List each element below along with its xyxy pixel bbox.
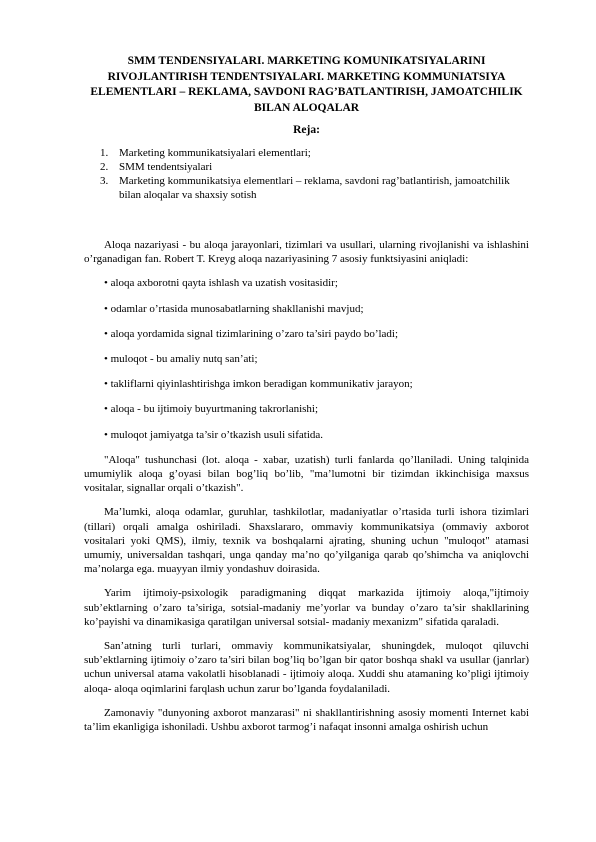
bullet-item: • aloqa yordamida signal tizimlarining o’zaro ta’siri paydo bo’ladi; [104,327,399,340]
paragraph: Aloqa nazariyasi - bu aloqa jarayonlari, tizimlari va usullari, ularning rivojlanishi va ishlashini o’rganadigan fan. Robert T. Kreyg aloqa nazariyasining 7 asosiy funktsiyasini aniqladi: [84,239,529,266]
document-title: SMM TENDENSIYALARI. MARKETING KOMUNIKATSIYALARINI RIVOJLANTIRISH TENDENTSIYALARI. MARKETING KOMMUNIATSIYA ELEMENTLARI – REKLAMA, SAVDONI RAG’BATLANTIRISH, JAMOATCHILIK BILAN ALOQALAR [90,55,523,114]
plan-item-text: Marketing kommunikatsiya elementlari – reklama, savdoni rag’batlantirish, jamoatchilik bilan aloqalar va shaxsiy sotish [119,175,510,201]
plan-item-number: 1. [100,147,109,159]
plan-item [100,146,532,160]
bullet-item: • muloqot - bu amaliy nutq san’ati; [104,353,258,366]
paragraph: San’atning turli turlari, ommaviy kommunikatsiyalar, shuningdek, muloqot qiluvchi sub’ektlarning ijtimoiy o’zaro ta’siri bilan bog’liq bo’lgan bir qator boshqa shakl va usullar (janrlar) uchun universal atama vakolatli hisoblanadi - ijtimoiy aloqa. Xuddi shu atamaning ko’pligi ijtimoiy aloqa- aloqa oqimlarini farqlash uchun zarur bo’lganda foydalaniladi. [84,640,529,695]
plan-item-number: 2. [100,161,109,173]
plan-item [100,174,532,202]
plan-list [100,146,532,202]
paragraph: Ma’lumki, aloqa odamlar, guruhlar, tashkilotlar, madaniyatlar o’rtasida turli ishora tizimlari (tillari) orqali amalga oshiriladi. Shaxslararo, ommaviy kommunikatsiya (ommaviy axborot vositalari yoki QMS), ilmiy, texnik va boshqalarni ajrating, shuning uchun "muloqot" atamasi umumiy, universaldan tashqari, unga qanday ma’no qo’yilganiga qarab qo’shimcha va aniqlovchi ma’nolarga ega. muayyan ilmiy yondashuv doirasida. [84,506,529,576]
paragraph: "Aloqa" tushunchasi (lot. aloqa - xabar, uzatish) turli fanlarda qo’llaniladi. Uning talqinida umumiylik aloqa g’oyasi bilan bog’liq bo’lib, "ma’lumotni bir tizimdan ikkinchisiga maxsus vositalar, signallar orqali o’tkazish". [84,453,529,495]
bullet-item: • odamlar o’rtasida munosabatlarning shakllanishi mavjud; [104,302,364,315]
document-body [84,238,529,744]
plan-item-text: Marketing kommunikatsiyalari elementlari; [119,147,311,159]
plan-item-text: SMM tendentsiyalari [119,161,213,173]
plan-heading: Reja: [293,124,320,136]
plan-item-number: 3. [100,175,109,187]
bullet-item: • takliflarni qiyinlashtirishga imkon beradigan kommunikativ jarayon; [104,378,413,391]
bullet-item: • aloqa - bu ijtimoiy buyurtmaning takrorlanishi; [104,403,319,416]
bullet-item: • muloqot jamiyatga ta’sir o’tkazish usuli sifatida. [104,428,324,441]
paragraph: Yarim ijtimoiy-psixologik paradigmaning diqqat markazida ijtimoiy aloqa,"ijtimoiy sub’ektlarning o’zaro ta’siriga, sotsial-madaniy me’yorlar va bunday o’zaro ta’sir shakllarining ko’payishi va dinamikasiga qaratilgan universal sotsial- madaniy mexanizm" sifatida qaraladi. [84,587,529,628]
paragraph: Zamonaviy "dunyoning axborot manzarasi" ni shakllantirishning asosiy momenti Internet kabi ta’lim ekanligiga ishoniladi. Ushbu axborot tarmog’i nafaqat insonni amalga oshirish uchun [84,706,529,734]
plan-item [100,160,532,174]
bullet-item: • aloqa axborotni qayta ishlash va uzatish vositasidir; [104,277,338,290]
